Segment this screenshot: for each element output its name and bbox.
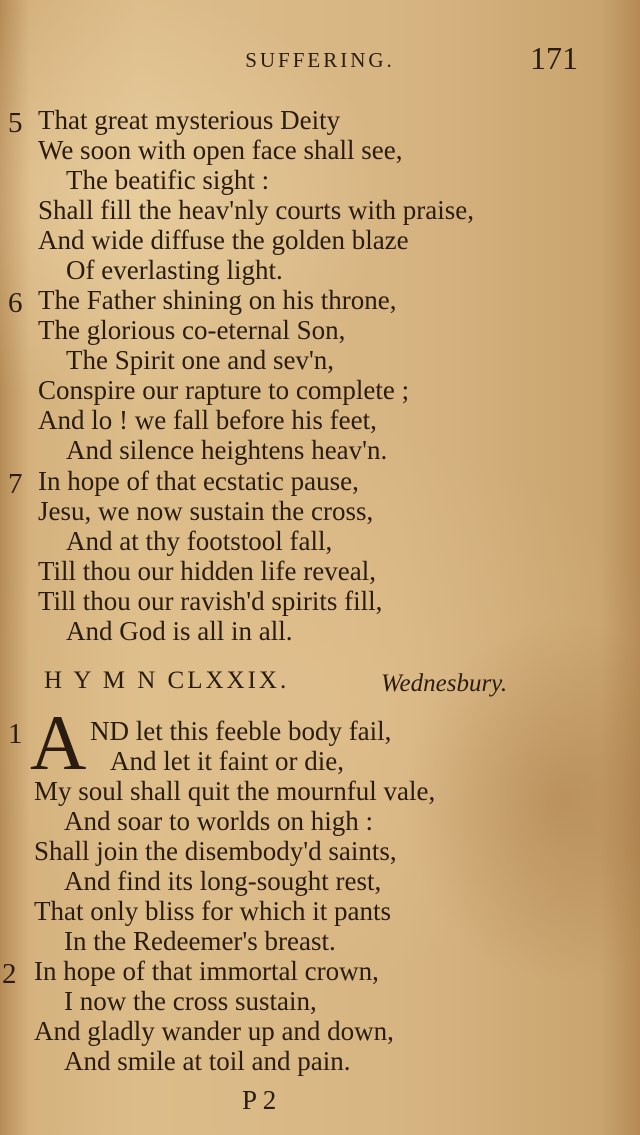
verse-line: And smile at toil and pain. <box>64 1046 351 1076</box>
verse-line: Till thou our hidden life reveal, <box>38 556 376 586</box>
verse-line: The Father shining on his throne, <box>38 285 397 315</box>
verse-line: We soon with open face shall see, <box>38 135 403 165</box>
stanza-number: 2 <box>2 958 17 990</box>
verse-line: And wide diffuse the golden blaze <box>38 225 409 255</box>
tune-name: Wednesbury. <box>381 670 508 697</box>
verse-line: And God is all in all. <box>66 616 293 646</box>
verse-line: And silence heightens heav'n. <box>66 435 388 465</box>
drop-capital: A <box>30 699 87 786</box>
verse-line: Conspire our rapture to complete ; <box>38 375 410 405</box>
verse-line: The Spirit one and sev'n, <box>66 345 335 375</box>
verse-line: I now the cross sustain, <box>64 986 317 1016</box>
verse-line: In hope of that ecstatic pause, <box>38 466 359 496</box>
verse-line: That great mysterious Deity <box>38 105 341 135</box>
stanza-number: 7 <box>8 468 23 500</box>
verse-line: And lo ! we fall before his feet, <box>38 405 377 435</box>
verse-line: Shall fill the heav'nly courts with praise, <box>38 195 475 225</box>
verse-line: In hope of that immortal crown, <box>34 956 379 986</box>
stanza-number: 1 <box>8 718 23 750</box>
stanza-number: 6 <box>8 287 23 319</box>
verse-line: ND let this feeble body fail, <box>90 716 392 746</box>
verse-line: That only bliss for which it pants <box>34 896 391 926</box>
verse-line: And at thy footstool fall, <box>66 526 333 556</box>
verse-line: Till thou our ravish'd spirits fill, <box>38 586 383 616</box>
signature-mark: P 2 <box>242 1085 277 1115</box>
verse-line: Shall join the disembody'd saints, <box>34 836 397 866</box>
verse-line: And soar to worlds on high : <box>64 806 373 836</box>
verse-line: The beatific sight : <box>66 165 270 195</box>
verse-line: Of everlasting light. <box>66 255 283 285</box>
verse-line: And let it faint or die, <box>110 746 344 776</box>
hymn-heading: H Y M N CLXXIX. <box>44 667 290 694</box>
verse-line: In the Redeemer's breast. <box>64 926 336 956</box>
page-number: 171 <box>530 40 578 76</box>
verse-line: Jesu, we now sustain the cross, <box>38 496 374 526</box>
verse-line: The glorious co-eternal Son, <box>38 315 346 345</box>
verse-line: And find its long-sought rest, <box>64 866 382 896</box>
running-title: SUFFERING. <box>245 48 395 72</box>
verse-line: And gladly wander up and down, <box>34 1016 394 1046</box>
verse-line: My soul shall quit the mournful vale, <box>34 776 436 806</box>
stanza-number: 5 <box>8 107 23 139</box>
